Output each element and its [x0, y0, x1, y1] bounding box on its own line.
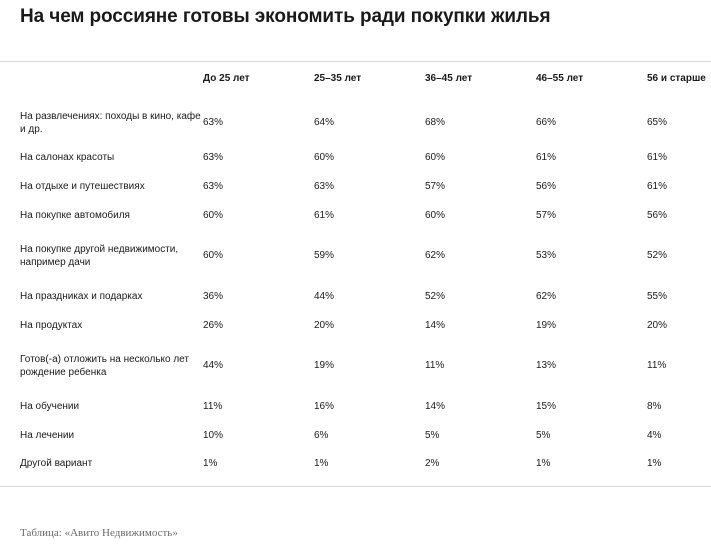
value-cell: 19%: [536, 319, 557, 331]
value-cell: 62%: [536, 291, 557, 303]
value-cell: 4%: [647, 429, 662, 441]
header-cell-age-25-35: 25–35 лет: [314, 73, 362, 84]
value-cell: 13%: [536, 360, 557, 372]
value-cell: 61%: [647, 152, 668, 164]
header-cell-age-46-55: 46–55 лет: [536, 73, 584, 84]
value-cell: 44%: [314, 291, 335, 303]
table-header: [0, 62, 711, 103]
value-cell: 61%: [314, 209, 335, 221]
value-cell: 61%: [536, 152, 557, 164]
value-cell: 14%: [425, 401, 446, 413]
value-cell: 59%: [314, 250, 335, 262]
table-row: [0, 103, 711, 144]
header-row: [0, 62, 711, 103]
row-label: На продуктах: [20, 319, 83, 331]
value-cell: 1%: [647, 458, 662, 470]
table-row: [0, 393, 711, 422]
value-cell: 62%: [425, 250, 446, 262]
page-title: На чем россияне готовы экономить ради покупки жилья: [20, 6, 551, 27]
value-cell: 63%: [203, 152, 224, 164]
value-cell: 16%: [314, 401, 335, 413]
table-row: [0, 173, 711, 202]
header-cell-age-36-45: 36–45 лет: [425, 73, 473, 84]
data-table: [0, 62, 711, 479]
value-cell: 57%: [425, 181, 446, 193]
value-cell: 8%: [647, 401, 662, 413]
table-row: [0, 144, 711, 173]
value-cell: 26%: [203, 319, 224, 331]
table-row: [0, 340, 711, 393]
value-cell: 63%: [203, 117, 224, 129]
table-row: [0, 450, 711, 479]
value-cell: 1%: [203, 458, 218, 470]
value-cell: 11%: [203, 401, 223, 413]
value-cell: 10%: [203, 429, 224, 441]
row-label: Другой вариант: [20, 458, 93, 470]
value-cell: 60%: [425, 209, 446, 221]
value-cell: 63%: [203, 181, 224, 193]
value-cell: 64%: [314, 117, 335, 129]
value-cell: 11%: [647, 360, 667, 372]
header-cell-category: [0, 62, 203, 103]
source-caption: Таблица: «Авито Недвижимость»: [20, 527, 178, 539]
header-cell-age-56-plus: 56 и старше: [647, 73, 706, 84]
value-cell: 15%: [536, 401, 557, 413]
value-cell: 1%: [536, 458, 551, 470]
row-label: Готов(-а) отложить на несколько лет рождение ребенка: [20, 354, 189, 378]
table-bottom-divider: [0, 486, 711, 487]
value-cell: 63%: [314, 181, 335, 193]
table-body: [0, 103, 711, 479]
value-cell: 5%: [425, 429, 440, 441]
value-cell: 14%: [425, 319, 446, 331]
row-label: На лечении: [20, 429, 75, 441]
value-cell: 56%: [647, 209, 668, 221]
value-cell: 60%: [425, 152, 446, 164]
table-row: [0, 202, 711, 230]
value-cell: 36%: [203, 291, 224, 303]
table-row: [0, 230, 711, 283]
table-row: [0, 312, 711, 340]
value-cell: 60%: [203, 209, 224, 221]
value-cell: 20%: [647, 319, 668, 331]
value-cell: 52%: [647, 250, 668, 262]
value-cell: 1%: [314, 458, 329, 470]
row-label: На развлечениях: походы в кино, кафе и др.: [20, 111, 201, 135]
value-cell: 5%: [536, 429, 551, 441]
value-cell: 19%: [314, 360, 335, 372]
table-row: [0, 422, 711, 450]
row-label: На салонах красоты: [20, 152, 115, 164]
value-cell: 55%: [647, 291, 668, 303]
value-cell: 11%: [425, 360, 445, 372]
row-label: На покупке автомобиля: [20, 209, 130, 221]
row-label: На обучении: [20, 401, 80, 413]
value-cell: 65%: [647, 117, 668, 129]
value-cell: 52%: [425, 291, 446, 303]
value-cell: 2%: [425, 458, 440, 470]
value-cell: 60%: [314, 152, 335, 164]
value-cell: 68%: [425, 117, 446, 129]
value-cell: 44%: [203, 360, 224, 372]
value-cell: 20%: [314, 319, 335, 331]
value-cell: 57%: [536, 209, 557, 221]
value-cell: 56%: [536, 181, 557, 193]
table-row: [0, 283, 711, 312]
value-cell: 61%: [647, 181, 668, 193]
row-label: На покупке другой недвижимости, например дачи: [20, 244, 179, 268]
row-label: На праздниках и подарках: [20, 291, 143, 303]
value-cell: 6%: [314, 429, 329, 441]
header-cell-age-under-25: До 25 лет: [203, 73, 250, 84]
value-cell: 66%: [536, 117, 557, 129]
row-label: На отдыхе и путешествиях: [20, 181, 145, 193]
value-cell: 53%: [536, 250, 557, 262]
value-cell: 60%: [203, 250, 224, 262]
